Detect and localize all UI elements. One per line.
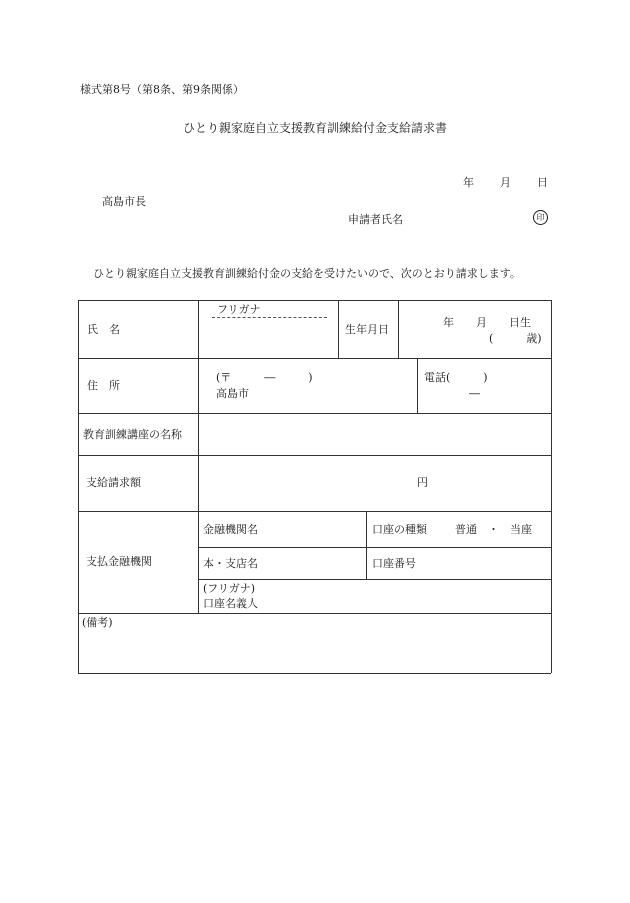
course-name-label: 教育訓練講座の名称 xyxy=(83,428,182,441)
age-value[interactable]: ( 歳) xyxy=(489,332,542,345)
name-field[interactable] xyxy=(203,320,333,354)
account-type-label: 口座の種類 xyxy=(372,523,427,536)
remarks-label: (備考) xyxy=(82,616,113,629)
date-month-label: 月 xyxy=(500,176,511,189)
account-holder-label: 口座名義人 xyxy=(203,597,258,610)
birthdate-value[interactable]: 年 月 日生 xyxy=(443,316,531,329)
seal-mark: 印 xyxy=(533,210,548,225)
name-label: 氏 名 xyxy=(87,323,120,336)
phone-label[interactable]: 電話( ) xyxy=(424,371,488,384)
bank-section-label: 支払金融機関 xyxy=(86,555,152,568)
addressee: 高島市長 xyxy=(102,195,146,208)
address-label: 住 所 xyxy=(87,379,120,392)
date-year-label: 年 xyxy=(463,176,474,189)
postal-code-field[interactable]: (〒 ― ) xyxy=(216,371,313,384)
city-value[interactable]: 高島市 xyxy=(216,387,249,400)
course-name-field[interactable] xyxy=(203,418,546,450)
account-type-options[interactable]: 普通 ・ 当座 xyxy=(455,523,532,536)
account-number-label: 口座番号 xyxy=(372,557,416,570)
phone-dash: ― xyxy=(469,387,480,400)
date-day-label: 日 xyxy=(537,176,548,189)
branch-name-label: 本・支店名 xyxy=(203,557,258,570)
amount-label: 支給請求額 xyxy=(86,476,141,489)
furigana-label: フリガナ xyxy=(217,303,261,316)
form-number: 様式第8号（第8条、第9条関係） xyxy=(80,83,244,96)
amount-unit: 円 xyxy=(417,476,428,489)
holder-furigana-label: (フリガナ) xyxy=(203,582,256,595)
page-title: ひとり親家庭自立支援教育訓練給付金支給請求書 xyxy=(182,121,447,135)
bank-name-label: 金融機関名 xyxy=(203,523,258,536)
birthdate-label: 生年月日 xyxy=(345,323,389,336)
applicant-name-label: 申請者氏名 xyxy=(348,213,403,226)
intro-text: ひとり親家庭自立支援教育訓練給付金の支給を受けたいので、次のとおり請求します。 xyxy=(93,267,521,280)
remarks-field[interactable] xyxy=(82,632,546,668)
